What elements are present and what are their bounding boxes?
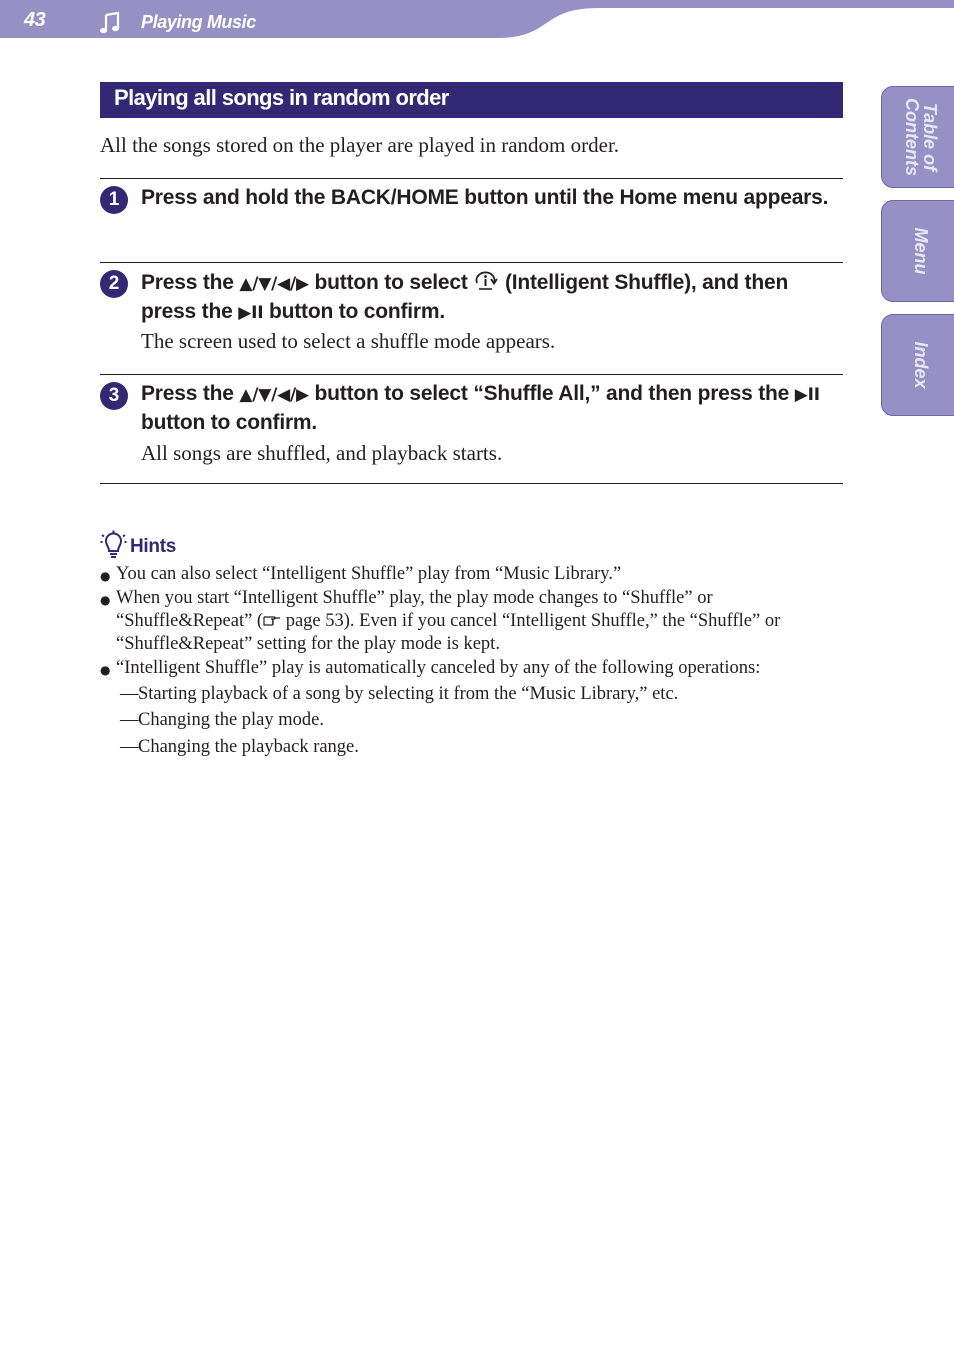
hint-text: You can also select “Intelligent Shuffle” play from “Music Library.” — [116, 564, 622, 584]
tab-menu[interactable] — [881, 200, 954, 302]
pointing-hand-icon — [263, 613, 281, 627]
dash: — — [120, 684, 139, 704]
tab-label: Table of Contents — [902, 98, 940, 176]
play-pause-glyph: ▶II — [794, 385, 820, 405]
hint-item — [100, 587, 840, 656]
step-instruction: Press the ▲/▼/◀/▶ button to select “Shuffle All,” and then press the ▶II button to confirm. — [141, 382, 820, 434]
bullet: ● — [100, 663, 111, 677]
step-instruction: Press the ▲/▼/◀/▶ button to select (Intelligent Shuffle), and then press the ▶II button to confirm. — [141, 268, 841, 327]
tab-table-of-contents[interactable] — [881, 86, 954, 188]
step-number: 1 — [100, 186, 128, 214]
tab-label: Menu — [911, 227, 931, 275]
hint-subitem-text: Changing the play mode. — [138, 710, 324, 730]
dash: — — [120, 710, 139, 730]
intro-text: All the songs stored on the player are played in random order. — [100, 133, 620, 157]
arrow-buttons-glyph: ▲/▼/◀/▶ — [239, 274, 309, 294]
intelligent-shuffle-icon — [473, 268, 499, 292]
tab-label: Index — [911, 341, 931, 389]
step-2 — [100, 262, 843, 374]
hint-text: “Intelligent Shuffle” play is automatically canceled by any of the following operations: — [116, 658, 761, 678]
music-note-icon — [99, 11, 123, 35]
step-3 — [100, 374, 843, 484]
hint-subitem-text: Starting playback of a song by selecting it from the “Music Library,” etc. — [138, 684, 679, 704]
dash: — — [120, 737, 139, 757]
step-instruction: Press and hold the BACK/HOME button until the Home menu appears. — [141, 186, 829, 209]
hint-text: When you start “Intelligent Shuffle” play, the play mode changes to “Shuffle” or “Shuffle&Repeat” ( page 53). Even if you cancel “Intelligent Shuffle,” the “Shuffle” or “Shuffle&Repeat” setting for the play mode is kept. — [116, 588, 781, 654]
step-number: 3 — [100, 382, 128, 410]
hints-title: Hints — [130, 536, 177, 557]
tab-index[interactable] — [881, 314, 954, 416]
play-pause-glyph: ▶II — [238, 303, 264, 323]
divider — [100, 483, 843, 484]
arrow-buttons-glyph: ▲/▼/◀/▶ — [239, 385, 309, 405]
step-1 — [100, 178, 843, 262]
page-title: Playing all songs in random order — [100, 82, 843, 118]
bullet: ● — [100, 569, 111, 583]
section-title: Playing Music — [141, 12, 256, 32]
step-number: 2 — [100, 270, 128, 298]
step-result: The screen used to select a shuffle mode appears. — [141, 329, 556, 353]
page-number: 43 — [24, 9, 46, 31]
bullet: ● — [100, 593, 111, 607]
lightbulb-icon — [100, 530, 128, 560]
hint-subitem-text: Changing the playback range. — [138, 737, 359, 757]
step-result: All songs are shuffled, and playback starts. — [141, 441, 503, 465]
